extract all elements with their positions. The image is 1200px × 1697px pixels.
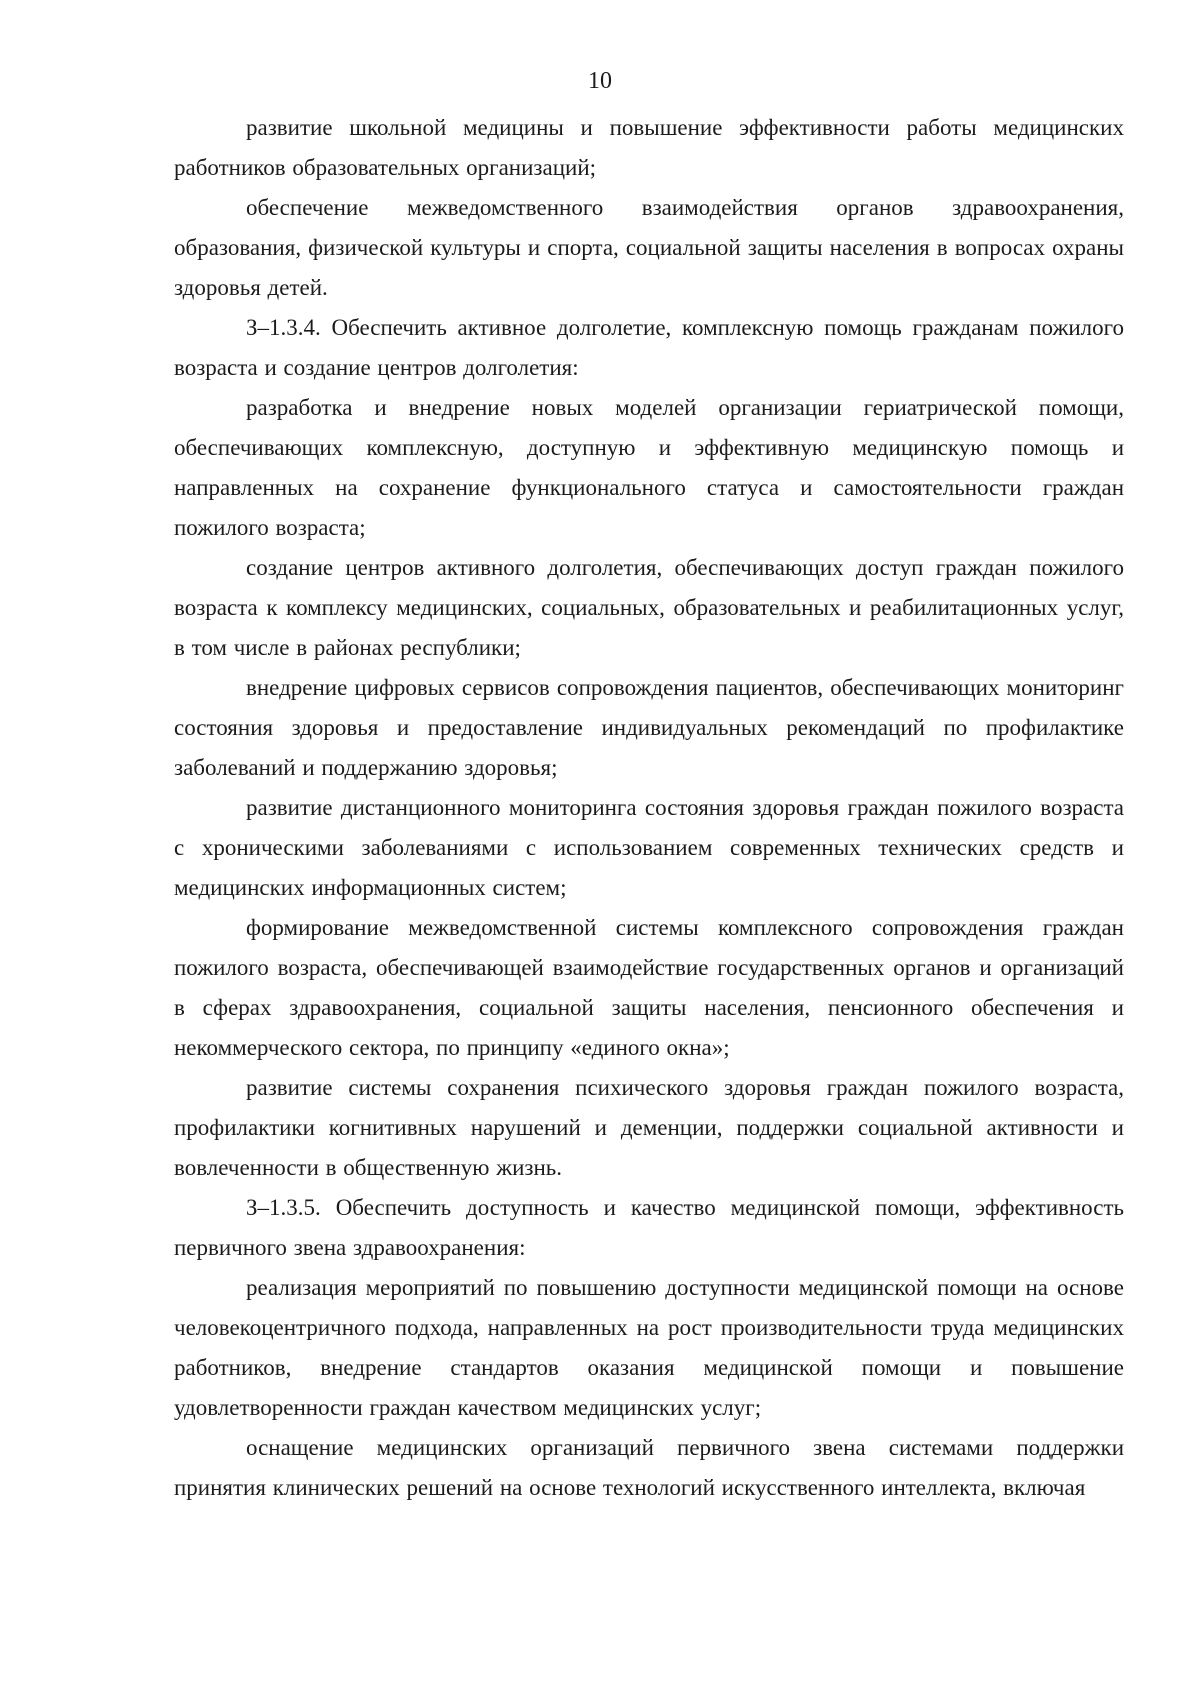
paragraph-mental-health: развитие системы сохранения психического здоровья граждан пожилого возраста, профилактики когнитивных нарушений и деменции, поддержки социальной активности и вовлеченности в общественную жизнь.	[174, 1075, 1124, 1180]
page-number: 10	[588, 68, 612, 94]
paragraph-ai-decision-support: оснащение медицинских организаций первичного звена системами поддержки принятия клинических решений на основе технологий искусственного интеллекта, включая	[174, 1435, 1124, 1500]
paragraph-longevity-centers: создание центров активного долголетия, обеспечивающих доступ граждан пожилого возраста к комплексу медицинских, социальных, образовательных и реабилитационных услуг, в том числе в районах республики;	[174, 555, 1124, 660]
paragraph-digital-services: внедрение цифровых сервисов сопровождения пациентов, обеспечивающих мониторинг состояния здоровья и предоставление индивидуальных рекомендаций по профилактике заболеваний и поддержанию здоровья;	[174, 675, 1124, 780]
paragraph-geriatric-models: разработка и внедрение новых моделей организации гериатрической помощи, обеспечивающих комплексную, доступную и эффективную медицинскую помощь и направленных на сохранение функционального статуса и самостоятельности граждан пожилого возраста;	[174, 395, 1124, 540]
paragraph-interagency-children: обеспечение межведомственного взаимодействия органов здравоохранения, образования, физической культуры и спорта, социальной защиты населения в вопросах охраны здоровья детей.	[174, 195, 1124, 300]
document-body	[174, 108, 1124, 1508]
section-heading-1-3-5: З–1.3.5. Обеспечить доступность и качество медицинской помощи, эффективность первичного звена здравоохранения:	[174, 1195, 1124, 1260]
paragraph-accessibility-measures: реализация мероприятий по повышению доступности медицинской помощи на основе человекоцентричного подхода, направленных на рост производительности труда медицинских работников, внедрение стандартов оказания медицинской помощи и повышение удовлетворенности граждан качеством медицинских услуг;	[174, 1275, 1124, 1420]
paragraph-remote-monitoring: развитие дистанционного мониторинга состояния здоровья граждан пожилого возраста с хроническими заболеваниями с использованием современных технических средств и медицинских информационных систем;	[174, 795, 1124, 900]
section-heading-1-3-4: З–1.3.4. Обеспечить активное долголетие, комплексную помощь гражданам пожилого возраста и создание центров долголетия:	[174, 315, 1124, 380]
paragraph-interagency-system: формирование межведомственной системы комплексного сопровождения граждан пожилого возраста, обеспечивающей взаимодействие государственных органов и организаций в сферах здравоохранения, социальной защиты населения, пенсионного обеспечения и некоммерческого сектора, по принципу «единого окна»;	[174, 915, 1124, 1060]
paragraph-school-medicine: развитие школьной медицины и повышение эффективности работы медицинских работников образовательных организаций;	[174, 115, 1124, 180]
